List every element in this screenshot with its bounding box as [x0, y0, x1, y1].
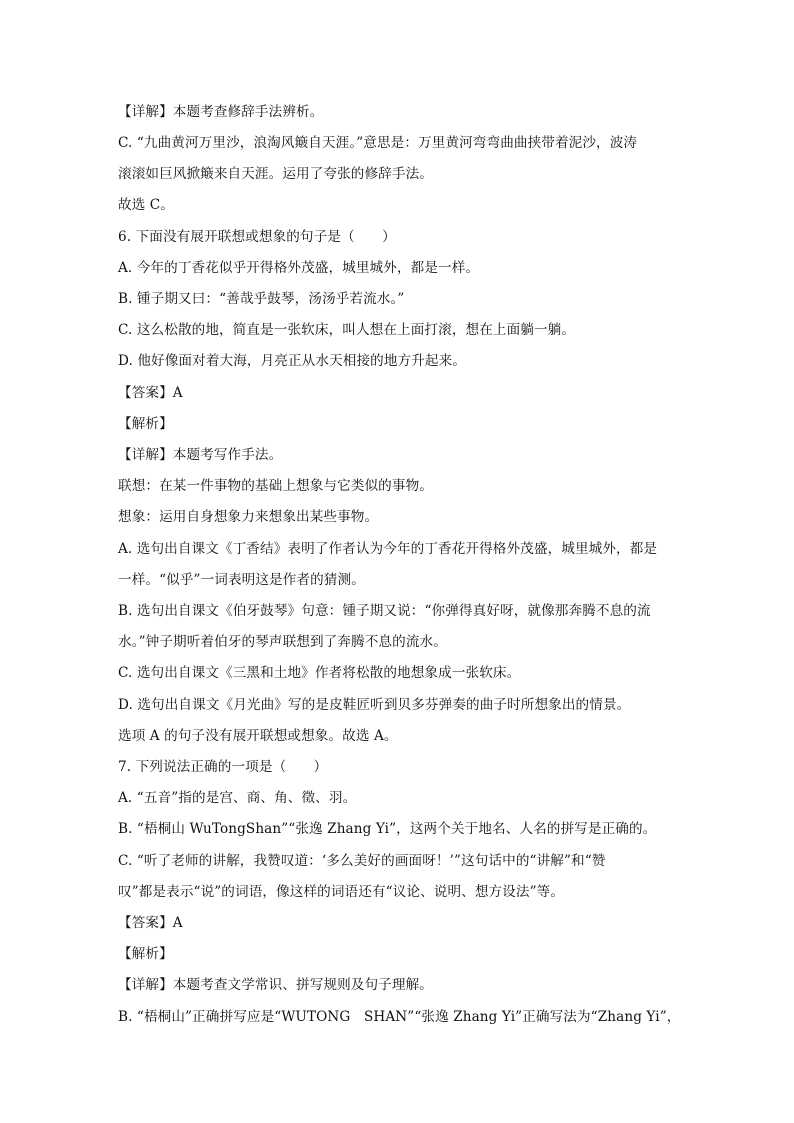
text-line: C. “九曲黄河万里沙，浪淘风簸自天涯。”意思是：万里黄河弯弯曲曲挟带着泥沙，波涛: [118, 135, 638, 151]
analysis-label: 【解析】: [118, 416, 173, 432]
option-c: C. “听了老师的讲解，我赞叹道：‘多么美好的画面呀！’”这句话中的“讲解”和“赞: [118, 853, 606, 869]
question-heading: 6. 下面没有展开联想或想象的句子是（ ）: [118, 229, 396, 245]
answer-label: 【答案】A: [118, 915, 183, 931]
text-line: 【详解】本题考查修辞手法辨析。: [118, 104, 324, 120]
option-b: B. “梧桐山 WuTongShan”“张逸 Zhang Yi”，这两个关于地名、人名的拼写是正确的。: [118, 821, 657, 837]
text-line: 想象：运用自身想象力来想象出某些事物。: [118, 509, 379, 525]
option-d: D. 他好像面对着大海，月亮正从水天相接的地方升起来。: [118, 353, 467, 369]
option-b: B. 锺子期又曰：“善哉乎鼓琴，汤汤乎若流水。”: [118, 291, 405, 307]
text-line: 叹”都是表示“说”的词语，像这样的词语还有“议论、说明、想方设法”等。: [118, 884, 565, 900]
text-line: B. “梧桐山”正确拼写应是“WUTONG SHAN”“张逸 Zhang Yi”正确写法为“Zhang Yi”，: [118, 1009, 681, 1025]
question-heading: 7. 下列说法正确的一项是（ ）: [118, 759, 328, 775]
option-a: A. 今年的丁香花似乎开得格外茂盛，城里城外，都是一样。: [118, 260, 480, 276]
text-line: D. 选句出自课文《月光曲》写的是皮鞋匠听到贝多芬弹奏的曲子时所想象出的情景。: [118, 697, 631, 713]
text-line: 【详解】本题考查文学常识、拼写规则及句子理解。: [118, 977, 433, 993]
text-line: 选项 A 的句子没有展开联想或想象。故选 A。: [118, 728, 398, 744]
text-line: 一样。“似乎”一词表明这是作者的猜测。: [118, 572, 365, 588]
option-c: C. 这么松散的地，简直是一张软床，叫人想在上面打滚，想在上面躺一躺。: [118, 322, 576, 338]
text-line: B. 选句出自课文《伯牙鼓琴》句意：锺子期又说：“你弹得真好呀，就像那奔腾不息的流: [118, 603, 651, 619]
option-a: A. “五音”指的是宫、商、角、徵、羽。: [118, 790, 357, 806]
text-line: 【详解】本题考写作手法。: [118, 447, 283, 463]
text-line: 水。”钟子期听着伯牙的琴声联想到了奔腾不息的流水。: [118, 634, 447, 650]
text-line: 联想：在某一件事物的基础上想象与它类似的事物。: [118, 478, 433, 494]
text-line: C. 选句出自课文《三黑和土地》作者将松散的地想象成一张软床。: [118, 665, 521, 681]
text-line: 故选 C。: [118, 197, 175, 213]
text-line: 滚滚如巨风掀簸来自天涯。运用了夸张的修辞手法。: [118, 166, 433, 182]
answer-label: 【答案】A: [118, 385, 183, 401]
text-line: A. 选句出自课文《丁香结》表明了作者认为今年的丁香花开得格外茂盛，城里城外，都是: [118, 541, 658, 557]
analysis-label: 【解析】: [118, 946, 173, 962]
